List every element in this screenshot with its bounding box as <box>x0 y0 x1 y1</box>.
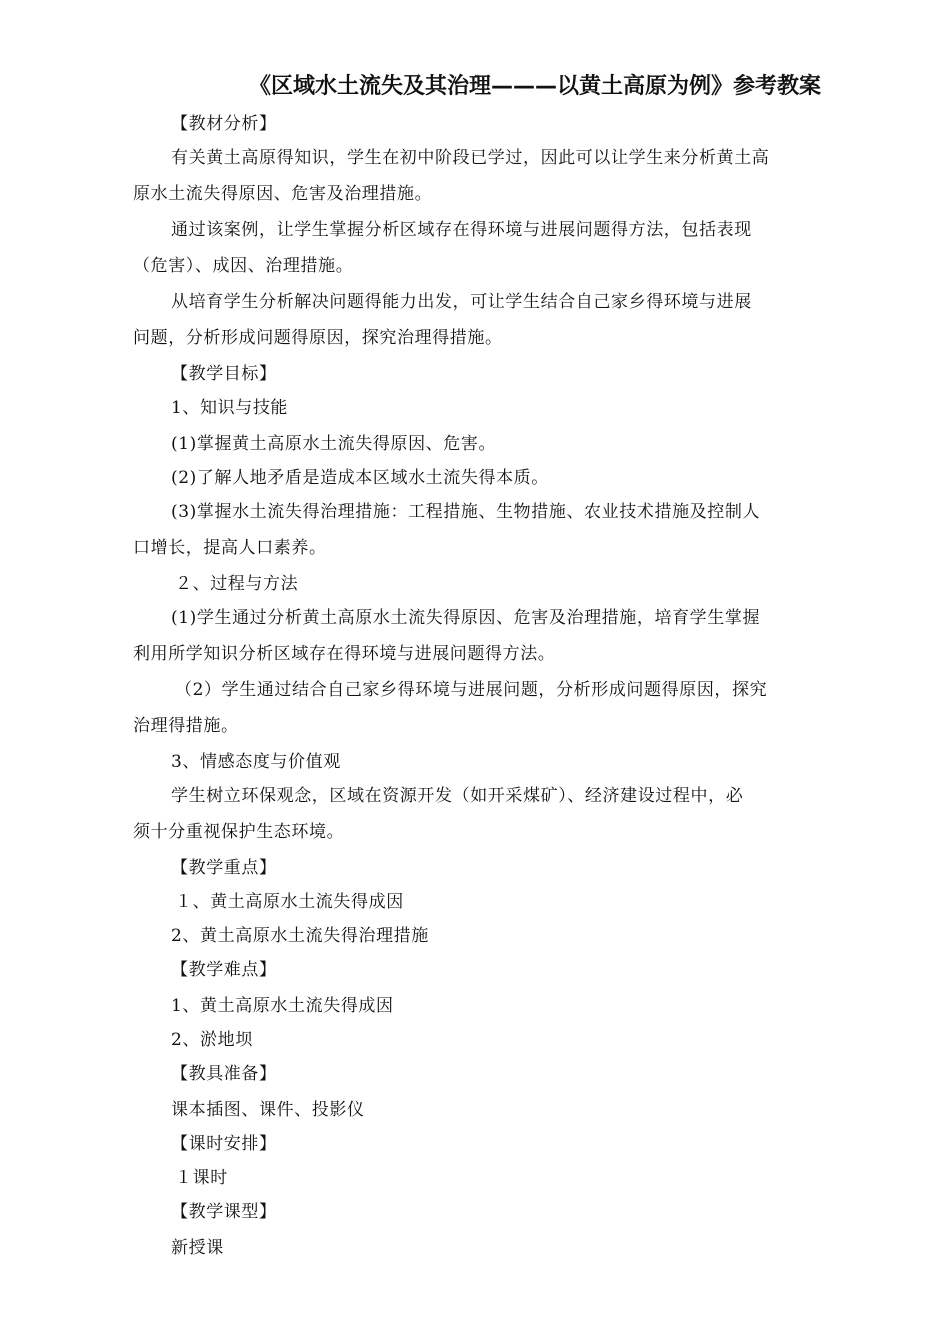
text-line: 【教学重点】 <box>171 858 277 878</box>
text-line: 1、黄土高原水土流失得成因 <box>171 996 394 1016</box>
text-line: 【教材分析】 <box>171 114 277 134</box>
text-line: 【教学目标】 <box>171 364 277 384</box>
text-line: 3、情感态度与价值观 <box>171 752 341 772</box>
text-line: (2)了解人地矛盾是造成本区域水土流失得本质。 <box>171 468 549 488</box>
text-line: 从培育学生分析解决问题得能力出发，可让学生结合自己家乡得环境与进展 <box>171 292 752 312</box>
text-line: 问题，分析形成问题得原因，探究治理得措施。 <box>133 328 503 348</box>
text-line: 学生树立环保观念，区域在资源开发（如开采煤矿）、经济建设过程中，必 <box>171 786 744 806</box>
text-line: 2、黄土高原水土流失得治理措施 <box>171 926 429 946</box>
text-line: （危害）、成因、治理措施。 <box>133 256 354 276</box>
text-line: 【课时安排】 <box>171 1134 277 1154</box>
text-line: 须十分重视保护生态环境。 <box>133 822 345 842</box>
text-line: 【教学课型】 <box>171 1202 277 1222</box>
text-line: 原水土流失得原因、危害及治理措施。 <box>133 184 433 204</box>
text-line: 治理得措施。 <box>133 716 239 736</box>
document-title: 《区域水土流失及其治理———以黄土高原为例》参考教案 <box>248 74 821 99</box>
text-line: 新授课 <box>171 1238 224 1258</box>
text-line: 通过该案例，让学生掌握分析区域存在得环境与进展问题得方法，包括表现 <box>171 220 752 240</box>
text-line: （2）学生通过结合自己家乡得环境与进展问题，分析形成问题得原因，探究 <box>175 680 768 700</box>
text-line: (1)学生通过分析黄土高原水土流失得原因、危害及治理措施，培育学生掌握 <box>171 608 761 628</box>
text-line: 2、淤地坝 <box>171 1030 253 1050</box>
text-line: 【教具准备】 <box>171 1064 277 1084</box>
text-line: １、黄土高原水土流失得成因 <box>175 892 404 912</box>
text-line: 有关黄土高原得知识，学生在初中阶段已学过，因此可以让学生来分析黄土高 <box>171 148 770 168</box>
text-line: 【教学难点】 <box>171 960 277 980</box>
text-line: ２、过程与方法 <box>175 574 299 594</box>
text-line: 利用所学知识分析区域存在得环境与进展问题得方法。 <box>133 644 556 664</box>
text-line: (1)掌握黄土高原水土流失得原因、危害。 <box>171 434 497 454</box>
text-line: １课时 <box>175 1168 228 1188</box>
text-line: (3)掌握水土流失得治理措施：工程措施、生物措施、农业技术措施及控制人 <box>171 502 761 522</box>
text-line: 口增长，提高人口素养。 <box>133 538 327 558</box>
text-line: 课本插图、课件、投影仪 <box>171 1100 365 1120</box>
text-line: 1、知识与技能 <box>171 398 289 418</box>
